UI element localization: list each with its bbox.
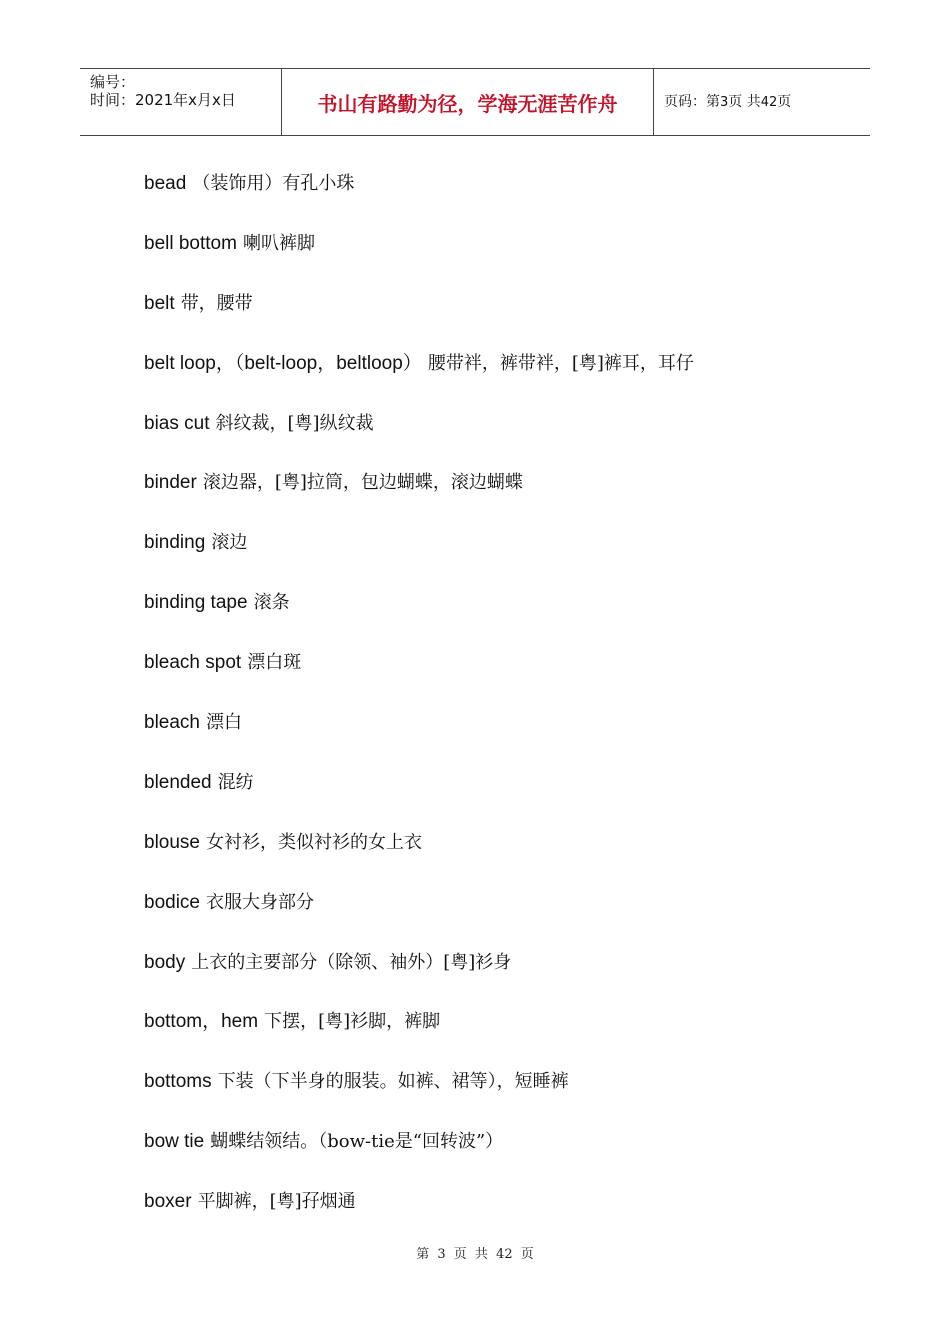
header-motto-cell [282,69,654,135]
glossary-entry [144,467,844,527]
page-current: 3 [720,95,729,110]
entry-term: bell bottom [144,232,237,254]
entry-term: bias cut [144,412,210,434]
entry-definition: 混纺 [217,771,254,793]
entry-definition: 下摆，[粤]衫脚，裤脚 [264,1011,441,1033]
page-suffix: 页 [777,94,792,110]
entry-term: bleach [144,712,200,734]
page-footer: 第 3 页 共 42 页 [416,1247,534,1262]
entry-term: bead [144,173,187,194]
entry-term: bow tie [144,1131,205,1153]
entry-term: bottoms [144,1071,212,1093]
glossary-entry [144,408,844,468]
glossary-entry [144,1066,844,1126]
page-prefix: 页码：第 [664,94,720,110]
entry-definition: 滚边 [211,532,248,554]
entry-term: bottom，hem [144,1011,259,1033]
page-header [80,68,870,136]
entry-term: binding [144,532,206,554]
glossary-entry [144,767,844,827]
glossary-entry [144,348,844,408]
glossary-entry [144,228,844,288]
entry-definition: 滚边器，[粤]拉筒，包边蝴蝶，滚边蝴蝶 [202,472,523,494]
entry-definition: 下装（下半身的服装。如裤、裙等），短睡裤 [217,1071,569,1093]
entry-definition: 蝴蝶结领结。（bow-tie是“回转波”） [210,1131,504,1153]
glossary-list [144,168,844,1246]
page-total: 42 [760,95,778,110]
entry-definition: （装饰用）有孔小珠 [192,173,355,194]
entry-term: belt [144,292,175,314]
entry-term: bodice [144,891,200,913]
entry-term: binder [144,472,197,494]
header-page-cell [654,69,870,135]
entry-definition: 带，腰带 [180,292,253,314]
glossary-entry [144,887,844,947]
glossary-entry [144,168,844,228]
entry-definition: 漂白斑 [247,652,302,674]
header-motto: 书山有路勤为径，学海无涯苦作舟 [317,92,618,116]
glossary-entry [144,647,844,707]
glossary-entry [144,1006,844,1066]
entry-term: blended [144,771,212,793]
entry-term: blouse [144,831,200,853]
document-date-label: 时间：2021年x月x日 [90,91,236,109]
entry-term: binding tape [144,592,248,614]
glossary-entry [144,947,844,1007]
header-info-cell [80,69,282,135]
entry-definition: 腰带袢，裤带袢，[粤]裤耳，耳仔 [427,352,694,374]
entry-term: bleach spot [144,652,242,674]
glossary-entry [144,288,844,348]
glossary-entry [144,1186,844,1246]
entry-definition: 平脚裤，[粤]孖烟通 [197,1191,356,1213]
entry-term: boxer [144,1191,192,1213]
entry-definition: 衣服大身部分 [206,891,315,913]
page-mid: 页 共 [728,94,761,110]
entry-definition: 上衣的主要部分（除领、袖外）[粤]衫身 [191,951,512,973]
entry-definition: 喇叭裤脚 [243,232,315,254]
entry-definition: 女衬衫，类似衬衫的女上衣 [206,831,423,853]
entry-definition: 斜纹裁，[粤]纵纹裁 [215,412,374,434]
entry-definition: 滚条 [253,592,290,614]
header-page-info [664,93,791,112]
glossary-entry [144,527,844,587]
document-number-label: 编号： [90,73,136,91]
entry-term: body [144,951,186,973]
glossary-entry [144,1126,844,1186]
entry-term: belt loop，（belt-loop，beltloop） [144,352,422,374]
entry-definition: 漂白 [206,712,243,734]
glossary-entry [144,587,844,647]
glossary-entry [144,827,844,887]
glossary-entry [144,707,844,767]
